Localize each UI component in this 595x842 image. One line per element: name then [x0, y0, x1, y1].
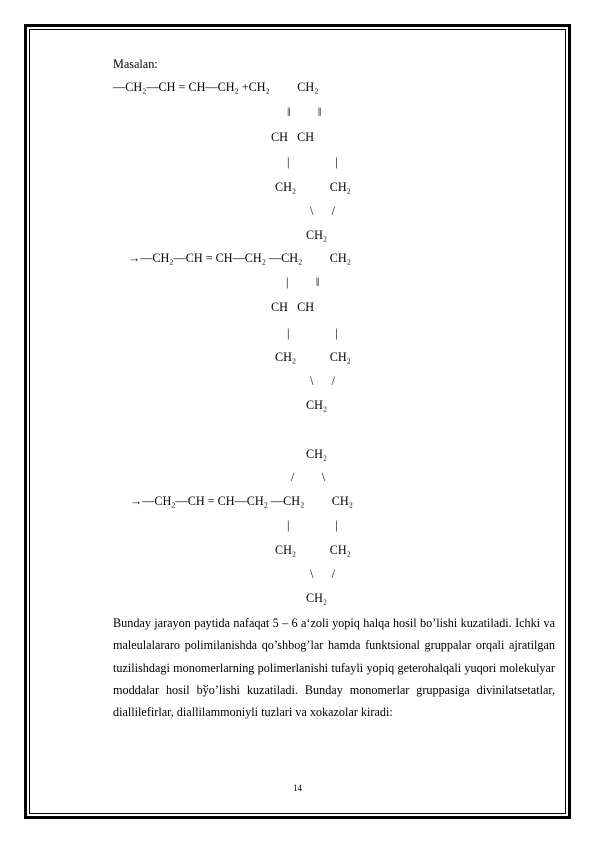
eq2-bars: | | [287, 326, 338, 340]
eq3-slashes-top: / \ [291, 470, 326, 484]
eq1-bonds: ‖ ‖ [287, 105, 322, 119]
eq2-ch2-pair: CH₂ CH₂ [275, 350, 351, 364]
eq1-ch2-pair: CH₂ CH₂ [275, 180, 351, 194]
eq2-bonds: | ‖ [286, 275, 320, 289]
eq1-ch2-bottom: CH₂ [306, 228, 328, 242]
eq2-main-line: →—CH₂—CH = CH—CH₂ —CH₂ CH₂ [128, 251, 351, 265]
eq3-ch2-bottom: CH₂ [306, 591, 328, 605]
eq3-slashes-bottom: \ / [310, 567, 336, 581]
heading-masalan: Masalan: [113, 57, 158, 71]
eq3-main-line: →—CH₂—CH = CH—CH₂ —CH₂ CH₂ [130, 494, 353, 508]
eq1-ch: CH CH [271, 130, 315, 144]
eq1-bars: | | [287, 155, 338, 169]
eq1-main-line: —CH₂—CH = CH—CH₂ +CH₂ CH₂ [113, 80, 319, 94]
eq2-ch2-bottom: CH₂ [306, 398, 328, 412]
eq2-ch: CH CH [271, 300, 315, 314]
eq3-bars: | | [287, 518, 338, 532]
eq2-slashes: \ / [310, 374, 336, 388]
body-paragraph: Bunday jarayon paytida nafaqat 5 – 6 a‘zoli yopiq halqa hosil bo’lishi kuzatiladi. Ichki va maleulalararo polimilanishda qo’shbog’lar hamda funktsional gruppalar orqali ajratilgan tuzilishdagi monomerlarning polimerlanishi tufayli yopiq geterohalqali yuqori molekulyar moddalar hosil bўo’lishi kuzatiladi. Bunday monomerlar gruppasiga divinilatsetatlar, diallilefirlar, diallilammoniyli tuzlari va xokazolar kiradi: [113, 616, 555, 720]
eq1-slashes: \ / [310, 204, 336, 218]
eq3-ch2-top: CH₂ [306, 447, 328, 461]
page-number: 14 [293, 783, 302, 793]
eq3-ch2-pair: CH₂ CH₂ [275, 543, 351, 557]
